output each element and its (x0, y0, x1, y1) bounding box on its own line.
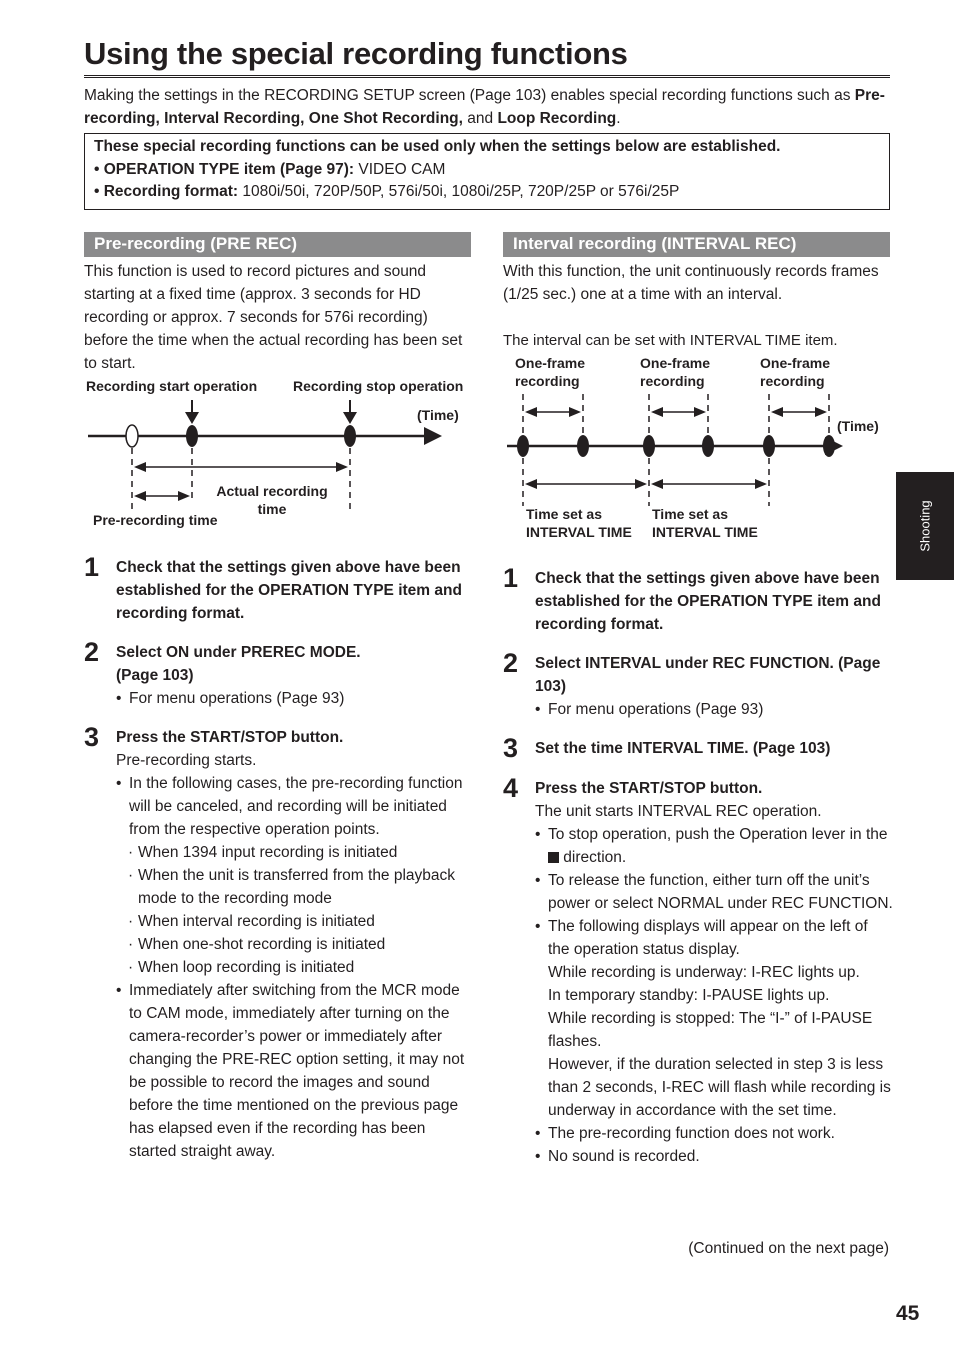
range-arrow (771, 407, 783, 417)
bullet-text: To stop operation, push the Operation lever in the (548, 826, 888, 843)
range-arrow (336, 462, 348, 472)
step-number: 3 (503, 733, 519, 763)
step-bullet (535, 915, 893, 1122)
interval-section-heading: Interval recording (INTERVAL REC) (503, 232, 890, 257)
step-item (503, 650, 893, 721)
diagram-time-label: (Time) (417, 407, 459, 423)
intro-bold-functions: Pre-recording, Interval Recording, One Shot Recording, (84, 87, 885, 127)
display-status-line: While recording is stopped: The “I-” of I-PAUSE flashes. (548, 1010, 873, 1050)
intro-text: Making the settings in the RECORDING SETUP screen (Page 103) enables special recording functions such as (84, 87, 855, 104)
prerec-steps (84, 554, 474, 1163)
frame-marker (577, 435, 589, 457)
step-item (84, 554, 474, 625)
frame-label-line1: One-frame (760, 355, 831, 371)
step-bullet: • For menu operations (Page 93) (116, 687, 474, 710)
interval-diagram (503, 352, 893, 550)
step-bullet: • The pre-recording function does not work. (535, 1122, 893, 1145)
step-bullet: • No sound is recorded. (535, 1145, 893, 1168)
step-bullet: • For menu operations (Page 93) (535, 698, 893, 721)
frame-label-line1: One-frame (640, 355, 711, 371)
frame-label-line2: recording (760, 373, 825, 389)
range-arrow (651, 407, 663, 417)
intro-paragraph (84, 84, 890, 130)
diagram-actual-line2: time (257, 501, 287, 517)
prerec-diagram (84, 374, 474, 534)
timeline-arrowhead (424, 427, 442, 445)
frame-label-line2: recording (515, 373, 580, 389)
interval-label-line2: INTERVAL TIME (526, 524, 632, 540)
diagram-time-label: (Time) (837, 418, 879, 434)
frame-label-2 (640, 354, 710, 390)
stop-square-icon (548, 852, 559, 863)
prerec-description: This function is used to record pictures and sound starting at a fixed time (approx. 3 seconds for HD recording or approx. 7 seconds for 576i recording) before the time when the actual recording has been set to start. (84, 263, 463, 372)
diagram-start-label: Recording start operation (86, 378, 258, 394)
frame-marker (643, 435, 655, 457)
step-instruction: Select INTERVAL under REC FUNCTION. (Page 103) (535, 655, 881, 695)
interval-label-line1: Time set as (526, 506, 603, 522)
step-number: 1 (84, 552, 100, 582)
diagram-actual-line1: Actual recording (216, 483, 328, 499)
frame-marker (702, 435, 714, 457)
step-subitem: · When one-shot recording is initiated (116, 933, 474, 956)
note-item-value: VIDEO CAM (354, 160, 446, 178)
step-instruction: Check that the settings given above have been established for the OPERATION TYPE item and recording format. (535, 570, 881, 633)
step-number: 2 (503, 648, 519, 678)
bullet-text: direction. (559, 849, 627, 866)
note-item: • OPERATION TYPE item (Page 97): VIDEO CAM (94, 160, 446, 178)
range-arrow (651, 479, 663, 489)
note-item-label: OPERATION TYPE item (Page 97): (103, 160, 355, 178)
step-instruction: Select ON under PREREC MODE. (Page 103) (116, 644, 361, 684)
frame-marker (823, 435, 835, 457)
step-item (84, 639, 474, 710)
step-subitem: · When the unit is transferred from the playback mode to the recording mode (116, 864, 474, 910)
settings-note-box (84, 133, 890, 210)
note-item: • Recording format: 1080i/50i, 720P/50P, 576i/50i, 1080i/25P, 720P/25P or 576i/25P (94, 183, 680, 200)
display-status-line: However, if the duration selected in step 3 is less than 2 seconds, I-REC will flash while recording is underway in accordance with the set time. (548, 1056, 891, 1119)
step-subitem: · When 1394 input recording is initiated (116, 841, 474, 864)
display-status-line: In temporary standby: I-PAUSE lights up. (548, 987, 830, 1004)
rec-stop-marker (344, 425, 356, 447)
note-item-value: 1080i/50i, 720P/50P, 576i/50i, 1080i/25P, 720P/25P or 576i/25P (238, 183, 680, 200)
range-arrow (134, 462, 146, 472)
step-item (503, 775, 893, 1168)
note-heading: These special recording functions can be used only when the settings below are established. (94, 138, 781, 155)
interval-label-line2: INTERVAL TIME (652, 524, 758, 540)
step-number: 4 (503, 773, 519, 803)
range-arrow (525, 407, 537, 417)
frame-marker (517, 435, 529, 457)
interval-steps (503, 565, 893, 1168)
frame-marker (763, 435, 775, 457)
step-instruction: Check that the settings given above have been established for the OPERATION TYPE item and recording format. (116, 559, 462, 622)
step-bullet: • In the following cases, the pre-recording function will be canceled, and recording will be initiated from the respective operation points. (116, 772, 474, 841)
range-arrow (755, 479, 767, 489)
interval-label-1 (526, 505, 632, 541)
step-item (503, 735, 893, 761)
range-arrow (815, 407, 827, 417)
diagram-stop-label: Recording stop operation (293, 378, 464, 394)
range-arrow (178, 491, 190, 501)
step-subitem: · When interval recording is initiated (116, 910, 474, 933)
range-arrow (694, 407, 706, 417)
step-item (503, 565, 893, 636)
frame-label-line1: One-frame (515, 355, 586, 371)
interval-description: With this function, the unit continuously records frames (1/25 sec.) one at a time with an interval. (503, 263, 879, 303)
prerec-start-marker (126, 425, 138, 447)
display-status-line: While recording is underway: I-REC lights up. (548, 964, 860, 981)
range-arrow (134, 491, 146, 501)
note-item-label: Recording format: (103, 183, 239, 200)
stop-pointer-head (343, 412, 357, 424)
interval-label-line1: Time set as (652, 506, 729, 522)
intro-period: . (616, 110, 621, 127)
step-note: Pre-recording starts. (116, 752, 257, 769)
step-subitem: · When loop recording is initiated (116, 956, 474, 979)
frame-label-1 (515, 354, 585, 390)
step-instruction: Press the START/STOP button. (535, 780, 763, 797)
intro-bold-loop: Loop Recording (497, 110, 617, 127)
step-item (84, 724, 474, 1163)
interval-label-2 (652, 505, 758, 541)
rec-start-marker (186, 425, 198, 447)
step-bullet: • Immediately after switching from the MCR mode to CAM mode, immediately after turning on the camera-recorder’s power or immediately after changing the PRE-REC option setting, it may not be possible to record the images and sound before the time mentioned on the previous page has elapsed even if the recording has been started straight away. (116, 979, 474, 1163)
frame-label-3 (760, 354, 830, 390)
side-tab-label: Shooting (917, 500, 933, 552)
diagram-prerec-label: Pre-recording time (93, 512, 218, 528)
diagram-actual-label (202, 482, 342, 518)
range-arrow (635, 479, 647, 489)
side-tab (896, 472, 954, 580)
step-instruction: Set the time INTERVAL TIME. (Page 103) (535, 740, 831, 757)
start-pointer-head (185, 412, 199, 424)
step-bullet: • To release the function, either turn off the unit’s power or select NORMAL under REC FUNCTION. (535, 869, 893, 915)
step-number: 3 (84, 722, 100, 752)
step-bullet (535, 823, 893, 869)
range-arrow (569, 407, 581, 417)
step-instruction: Press the START/STOP button. (116, 729, 344, 746)
step-number: 1 (503, 563, 519, 593)
step-number: 2 (84, 637, 100, 667)
page-title: Using the special recording functions (84, 36, 890, 78)
range-arrow (525, 479, 537, 489)
step-note: The unit starts INTERVAL REC operation. (535, 803, 822, 820)
frame-label-line2: recording (640, 373, 705, 389)
prerec-section-heading: Pre-recording (PRE REC) (84, 232, 471, 257)
page-number: 45 (896, 1302, 920, 1325)
interval-description-2: The interval can be set with INTERVAL TIME item. (503, 332, 838, 349)
intro-and: and (462, 110, 498, 127)
continued-note: (Continued on the next page) (688, 1240, 889, 1257)
bullet-text: • The following displays will appear on the left of the operation status display. (548, 918, 868, 958)
